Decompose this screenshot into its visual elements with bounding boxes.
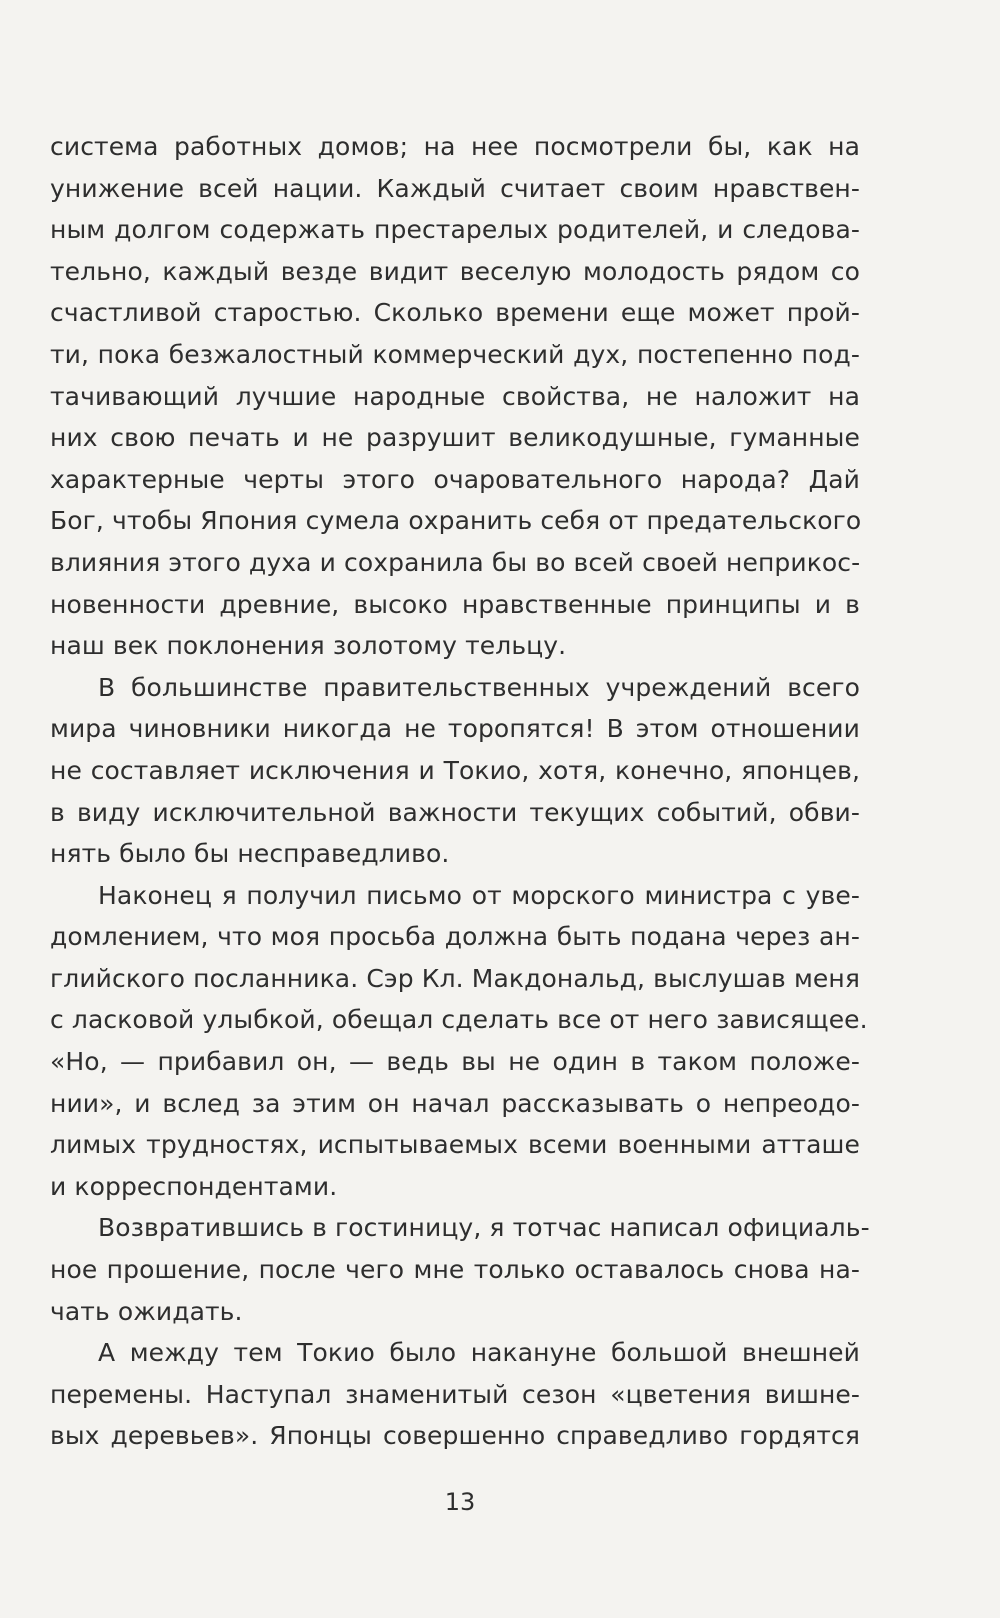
text-line: домлением, что моя просьба должна быть подана через ан- — [50, 922, 860, 952]
text-line: Возвратившись в гостиницу, я тотчас написал официаль- — [98, 1213, 870, 1243]
text-line: характерные черты этого очаровательного народа? Дай — [50, 464, 860, 494]
text-line: В большинстве правительственных учреждений всего — [98, 672, 860, 702]
paragraph — [50, 667, 860, 875]
text-line: нять было бы несправедливо. — [50, 839, 450, 869]
paragraph — [50, 875, 868, 1208]
text-line: система работных домов; на нее посмотрели бы, как на — [50, 132, 860, 161]
text-line: «Но, — прибавил он, — ведь вы не один в таком положе- — [50, 1047, 860, 1077]
text-line: чать ожидать. — [50, 1296, 243, 1326]
text-line: с ласковой улыбкой, обещал сделать все от него зависящее. — [50, 1005, 868, 1035]
body-text — [50, 126, 870, 1457]
text-line: них свою печать и не разрушит великодушные, гуманные — [50, 423, 860, 453]
text-line: ным долгом содержать престарелых родителей, и следова- — [50, 215, 860, 245]
text-line: влияния этого духа и сохранила бы во всей своей неприкос- — [50, 547, 861, 577]
paragraph — [50, 1332, 860, 1457]
text-line: Бог, чтобы Япония сумела охранить себя от предательского — [50, 506, 862, 536]
text-line: ти, пока безжалостный коммерческий дух, постепенно под- — [50, 339, 860, 369]
text-line: счастливой старостью. Сколько времени еще может прой- — [50, 298, 860, 328]
text-line: глийского посланника. Сэр Кл. Макдональд, выслушав меня — [50, 963, 860, 993]
text-line: А между тем Токио было накануне большой внешней — [98, 1338, 860, 1368]
text-line: в виду исключительной важности текущих событий, обви- — [50, 797, 860, 827]
page-number: 13 — [444, 1488, 476, 1516]
text-line: мира чиновники никогда не торопятся! В этом отношении — [50, 714, 860, 744]
text-line: новенности древние, высоко нравственные принципы и в — [50, 589, 860, 619]
text-line: и корреспондентами. — [50, 1171, 338, 1201]
text-line: вых деревьев». Японцы совершенно справедливо гордятся — [50, 1421, 860, 1451]
text-line: лимых трудностях, испытываемых всеми военными атташе — [50, 1130, 860, 1160]
text-line: нии», и вслед за этим он начал рассказывать о непреодо- — [50, 1088, 860, 1118]
text-line: тачивающий лучшие народные свойства, не наложит на — [50, 381, 860, 411]
text-line: ное прошение, после чего мне только оставалось снова на- — [50, 1255, 860, 1285]
paragraph — [50, 1207, 870, 1332]
text-line: тельно, каждый везде видит веселую молодость рядом со — [50, 256, 860, 286]
text-line: не составляет исключения и Токио, хотя, конечно, японцев, — [50, 755, 860, 785]
paragraph — [50, 126, 860, 667]
text-line: унижение всей нации. Каждый считает своим нравствен- — [50, 173, 860, 203]
text-line: перемены. Наступал знаменитый сезон «цветения вишне- — [50, 1379, 860, 1409]
text-line: наш век поклонения золотому тельцу. — [50, 631, 567, 661]
text-line: Наконец я получил письмо от морского министра с уве- — [98, 880, 860, 910]
